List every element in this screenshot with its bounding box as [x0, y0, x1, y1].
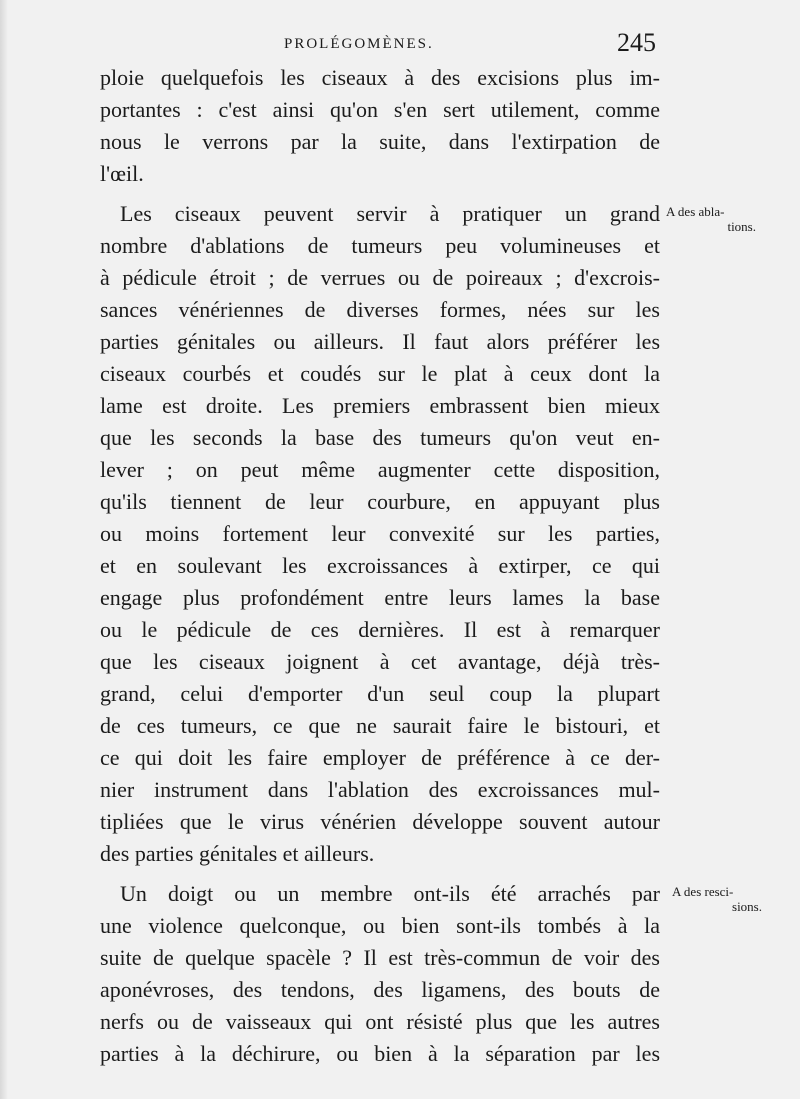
- text-line: nerfs ou de vaisseaux qui ont résisté plus que les autres: [100, 1009, 660, 1034]
- text-line: nous le verrons par la suite, dans l'extirpation de: [100, 129, 660, 154]
- text-line: sances vénériennes de diverses formes, nées sur les: [100, 297, 660, 322]
- margin-note-rescisions: [672, 884, 782, 914]
- text-line: de ces tumeurs, ce que ne saurait faire le bistouri, et: [100, 713, 660, 738]
- paragraph: [100, 878, 660, 1070]
- text-line: lever ; on peut même augmenter cette disposition,: [100, 457, 660, 482]
- text-line: ce qui doit les faire employer de préférence à ce der-: [100, 745, 660, 770]
- text-line: parties à la déchirure, ou bien à la séparation par les: [100, 1041, 660, 1066]
- text-line: l'œil.: [100, 161, 144, 186]
- page-edge-shadow: [0, 0, 8, 1099]
- margin-note-ablations: [666, 204, 776, 234]
- text-line: nier instrument dans l'ablation des excroissances mul-: [100, 777, 660, 802]
- text-line: grand, celui d'emporter d'un seul coup la plupart: [100, 681, 660, 706]
- text-line: que les ciseaux joignent à cet avantage, déjà très-: [100, 649, 660, 674]
- text-line: suite de quelque spacèle ? Il est très-commun de voir des: [100, 945, 660, 970]
- text-line: Les ciseaux peuvent servir à pratiquer un grand: [120, 201, 660, 226]
- text-line: une violence quelconque, ou bien sont-ils tombés à la: [100, 913, 660, 938]
- margin-note-line: A des resci-: [672, 884, 734, 899]
- text-line: ciseaux courbés et coudés sur le plat à ceux dont la: [100, 361, 660, 386]
- text-line: ploie quelquefois les ciseaux à des excisions plus im-: [100, 65, 660, 90]
- body-text: [100, 62, 660, 1070]
- margin-note-line: A des abla-: [666, 204, 725, 219]
- margin-note-line: sions.: [732, 899, 762, 914]
- text-line: qu'ils tiennent de leur courbure, en appuyant plus: [100, 489, 660, 514]
- paragraph: [100, 198, 660, 870]
- text-line: et en soulevant les excroissances à extirper, ce qui: [100, 553, 660, 578]
- text-line: des parties génitales et ailleurs.: [100, 841, 375, 866]
- text-line: aponévroses, des tendons, des ligamens, des bouts de: [100, 977, 660, 1002]
- text-line: que les seconds la base des tumeurs qu'on veut en-: [100, 425, 660, 450]
- running-title: PROLÉGOMÈNES.: [284, 36, 434, 52]
- margin-note-line: tions.: [727, 219, 756, 234]
- text-line: parties génitales ou ailleurs. Il faut alors préférer les: [100, 329, 660, 354]
- text-line: à pédicule étroit ; de verrues ou de poireaux ; d'excrois-: [100, 265, 660, 290]
- page-number: 245: [617, 28, 656, 57]
- text-line: nombre d'ablations de tumeurs peu volumineuses et: [100, 233, 660, 258]
- text-line: portantes : c'est ainsi qu'on s'en sert utilement, comme: [100, 97, 660, 122]
- text-line: ou le pédicule de ces dernières. Il est à remarquer: [100, 617, 660, 642]
- text-line: tipliées que le virus vénérien développe souvent autour: [100, 809, 660, 834]
- text-line: Un doigt ou un membre ont-ils été arrachés par: [120, 881, 660, 906]
- page-header: [88, 30, 660, 60]
- text-line: engage plus profondément entre leurs lames la base: [100, 585, 660, 610]
- paragraph: [100, 62, 660, 190]
- text-line: ou moins fortement leur convexité sur les parties,: [100, 521, 660, 546]
- text-line: lame est droite. Les premiers embrassent bien mieux: [100, 393, 660, 418]
